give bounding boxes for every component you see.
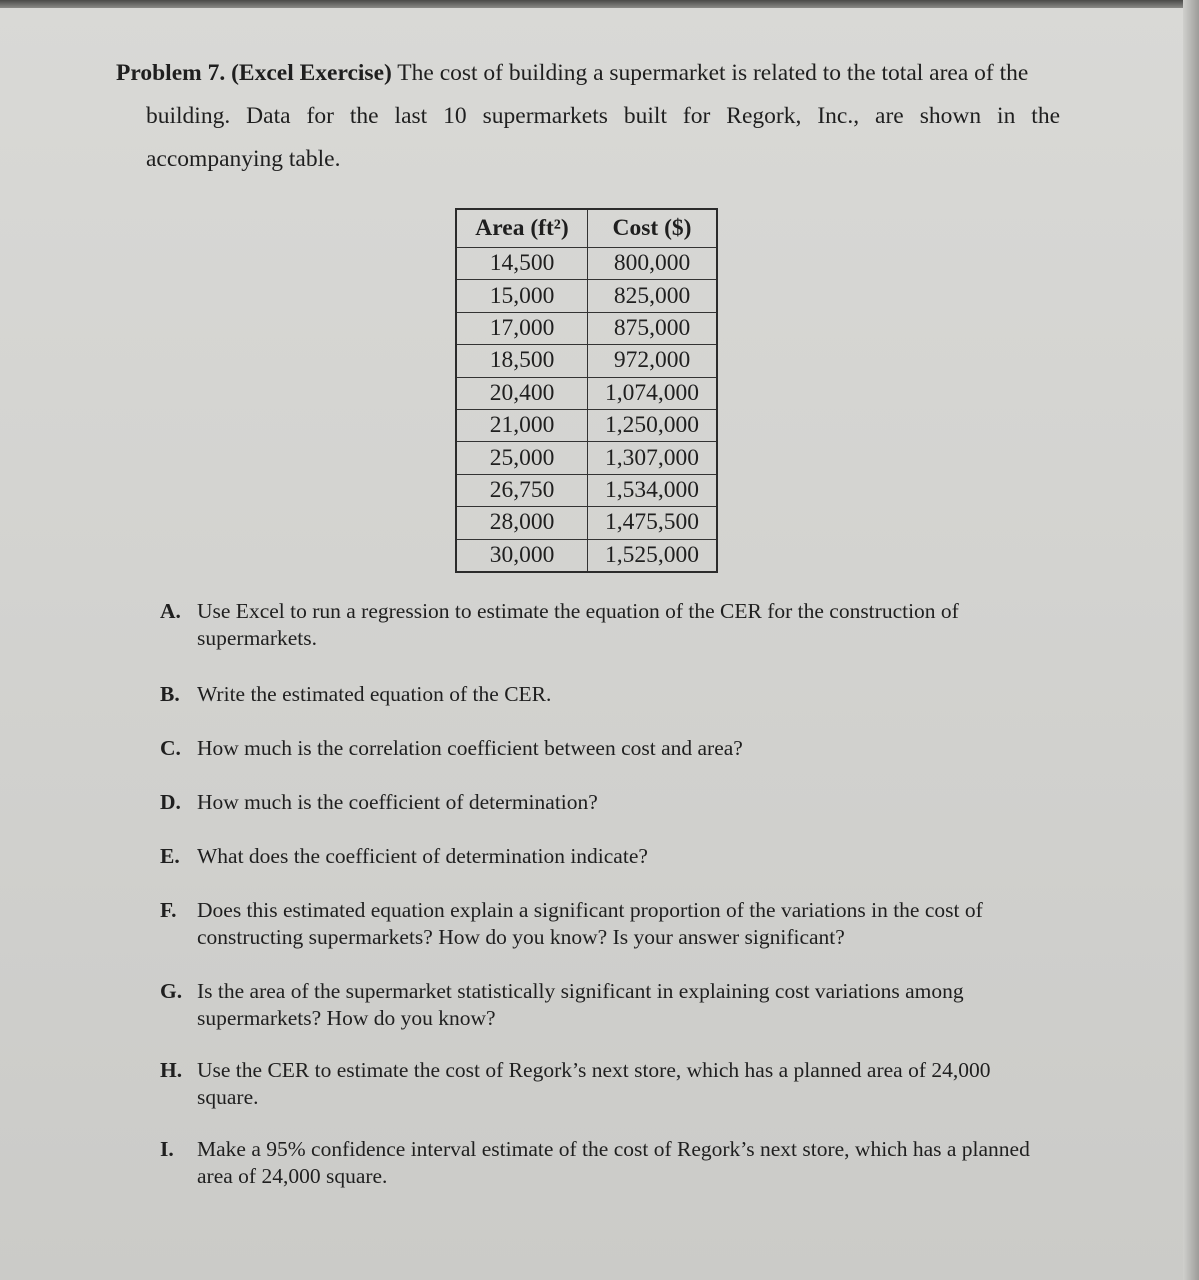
question-e (160, 843, 1055, 870)
question-label: E. (160, 844, 180, 868)
cost-cell: 1,525,000 (588, 539, 718, 572)
cost-cell: 1,307,000 (588, 442, 718, 474)
table-row (456, 409, 717, 441)
monitor-bezel-top (0, 0, 1199, 8)
question-text: Make a 95% confidence interval estimate of the cost of Regork’s next store, which has a planned area of 24,000 square. (197, 1137, 1030, 1188)
area-cell: 30,000 (456, 539, 588, 572)
table-row (456, 442, 717, 474)
data-table (455, 208, 718, 573)
area-cell: 14,500 (456, 248, 588, 280)
question-h (160, 1057, 1055, 1111)
problem-text-rest: building. Data for the last 10 supermarkets built for Regork, Inc., are shown in the accompanying table. (146, 103, 1060, 172)
question-i (160, 1136, 1055, 1190)
table-row (456, 474, 717, 506)
question-b (160, 681, 1055, 708)
cost-cell: 1,250,000 (588, 409, 718, 441)
cost-cell: 800,000 (588, 248, 718, 280)
table-row (456, 280, 717, 312)
question-label: I. (160, 1137, 174, 1161)
question-label: D. (160, 790, 181, 814)
question-text: Use Excel to run a regression to estimate the equation of the CER for the construction of supermarkets. (197, 599, 959, 650)
question-f (160, 897, 1055, 951)
question-c (160, 735, 1055, 762)
cost-cell: 1,074,000 (588, 377, 718, 409)
question-label: G. (160, 979, 183, 1003)
question-g (160, 978, 1055, 1032)
question-text: Write the estimated equation of the CER. (197, 682, 552, 706)
problem-label: Problem 7. (116, 60, 226, 86)
table-row (456, 345, 717, 377)
question-label: C. (160, 736, 181, 760)
question-text: What does the coefficient of determination indicate? (197, 844, 648, 868)
area-cell: 28,000 (456, 507, 588, 539)
table-row (456, 539, 717, 572)
area-cell: 26,750 (456, 474, 588, 506)
area-cell: 15,000 (456, 280, 588, 312)
data-table-container (455, 208, 718, 573)
area-cell: 21,000 (456, 409, 588, 441)
cost-cell: 1,534,000 (588, 474, 718, 506)
question-label: H. (160, 1058, 183, 1082)
question-text: How much is the coefficient of determination? (197, 790, 598, 814)
table-row (456, 507, 717, 539)
cost-cell: 825,000 (588, 280, 718, 312)
cost-cell: 875,000 (588, 312, 718, 344)
question-d (160, 789, 1055, 816)
question-label: A. (160, 599, 181, 623)
question-text: Is the area of the supermarket statistically significant in explaining cost variations among supermarkets? How do you know? (197, 979, 964, 1030)
area-cell: 17,000 (456, 312, 588, 344)
question-label: B. (160, 682, 180, 706)
table-header-row (456, 209, 717, 248)
question-text: Use the CER to estimate the cost of Regork’s next store, which has a planned area of 24,000 square. (197, 1058, 991, 1109)
table-row (456, 248, 717, 280)
question-label: F. (160, 898, 177, 922)
problem-tag: (Excel Exercise) (231, 60, 392, 86)
table-row (456, 312, 717, 344)
column-header-cost: Cost ($) (588, 209, 718, 248)
cost-cell: 1,475,500 (588, 507, 718, 539)
column-header-area: Area (ft²) (456, 209, 588, 248)
area-cell: 25,000 (456, 442, 588, 474)
problem-statement (116, 52, 1060, 181)
question-a (160, 598, 1055, 652)
question-text: How much is the correlation coefficient between cost and area? (197, 736, 743, 760)
area-cell: 20,400 (456, 377, 588, 409)
table-row (456, 377, 717, 409)
monitor-bezel-right (1183, 0, 1199, 1280)
question-text: Does this estimated equation explain a significant proportion of the variations in the cost of constructing supermarkets? How do you know? Is your answer significant? (197, 898, 983, 949)
area-cell: 18,500 (456, 345, 588, 377)
problem-text-line1: The cost of building a supermarket is related to the total area of the (391, 60, 1029, 86)
cost-cell: 972,000 (588, 345, 718, 377)
